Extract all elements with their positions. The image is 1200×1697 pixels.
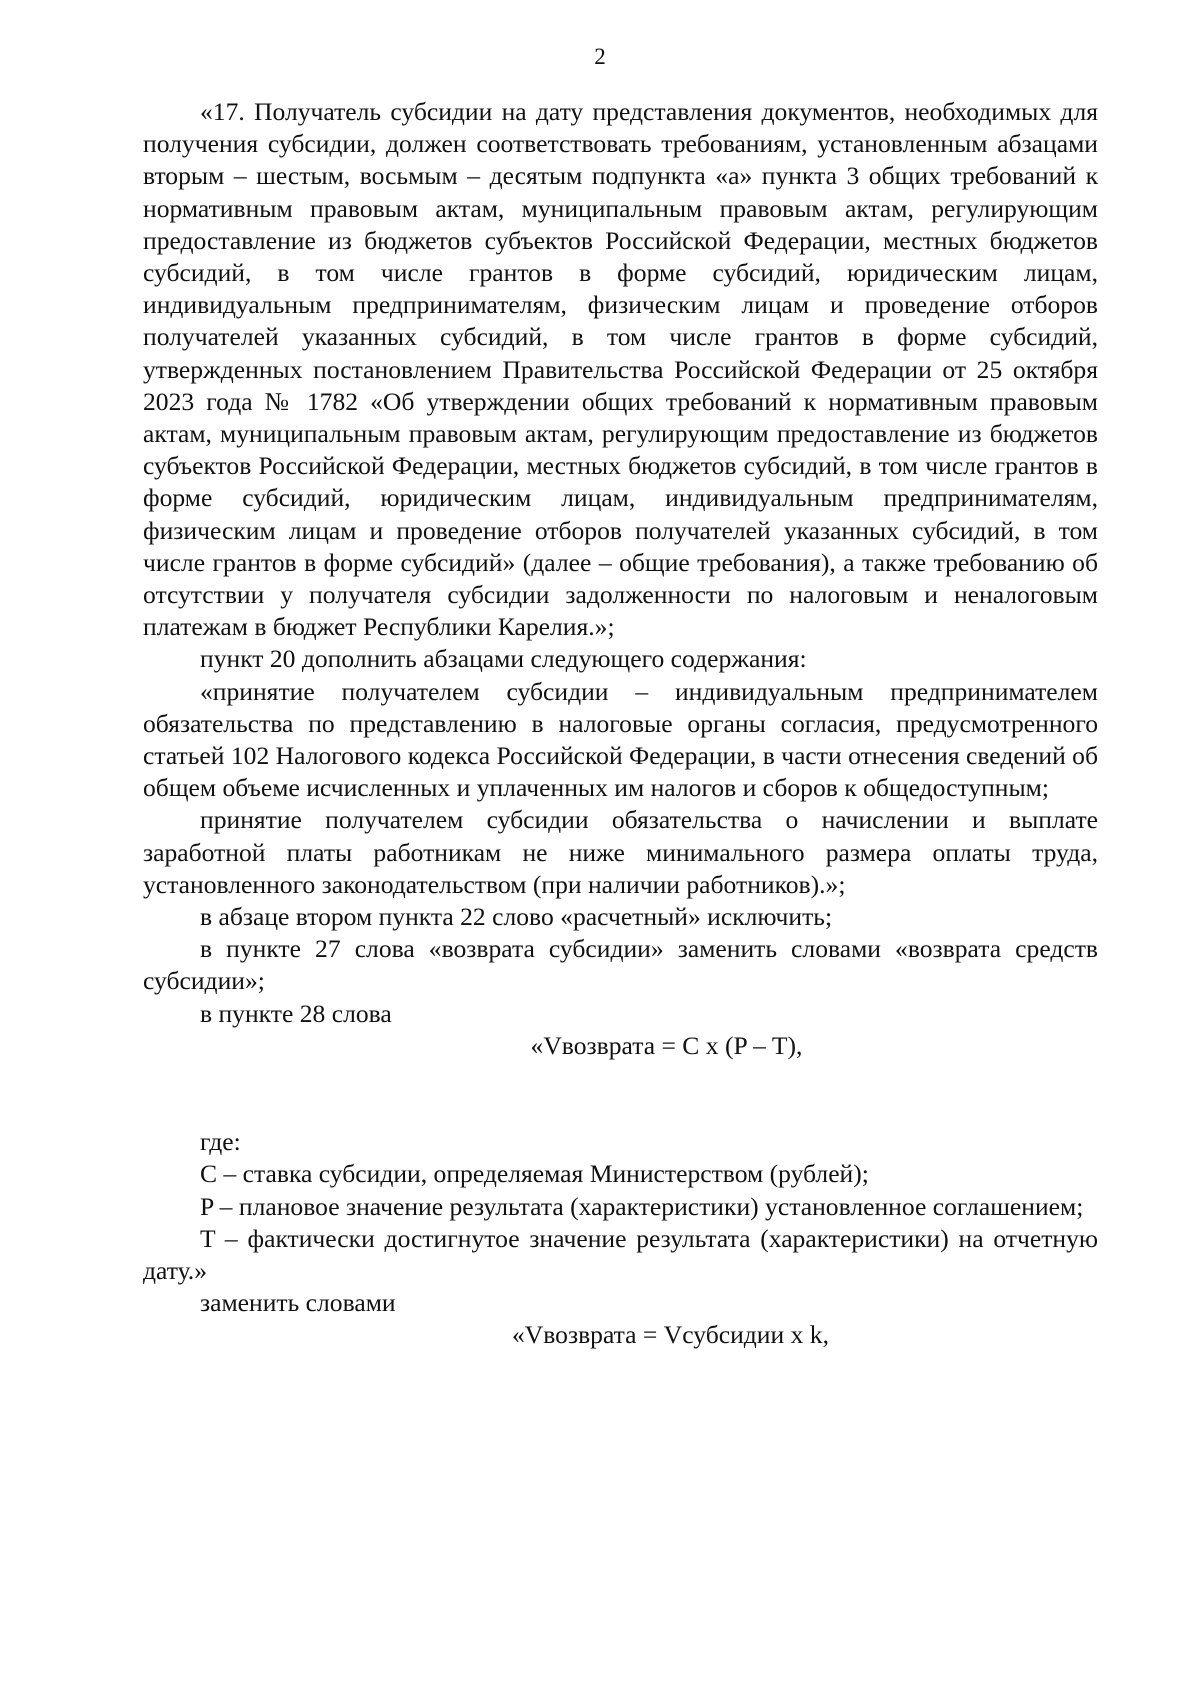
- paragraph-point-27: в пункте 27 слова «возврата субсидии» заменить словами «возврата средств субсидии»;: [143, 934, 1098, 996]
- definition-p: P – плановое значение результата (характеристики) установленное соглашением;: [200, 1191, 1084, 1221]
- formula-new: «Vвозврата = Vсубсидии x k,: [511, 1320, 829, 1350]
- paragraph-point-20: пункт 20 дополнить абзацами следующего содержания:: [200, 644, 807, 674]
- formula-spacer: [143, 1062, 1098, 1126]
- formula-old: «Vвозврата = C x (P – T),: [530, 1030, 803, 1060]
- paragraph-ip-obligation: «принятие получателем субсидии – индивидуальным предпринимателем обязательства по представлению в налоговые органы согласия, предусмотренного статьей 102 Налогового кодекса Российской Федерации, в части отнесения сведений об общем объеме исчисленных и уплаченных им налогов и сборов к общедоступным;: [143, 676, 1099, 803]
- definition-where: где:: [200, 1127, 241, 1157]
- paragraph-17: «17. Получатель субсидии на дату представления документов, необходимых для получения субсидии, должен соответствовать требованиям, установленным абзацами вторым – шестым, восьмым – десятым подпункта «а» пункта 3 общих требований к нормативным правовым актам, муниципальным правовым актам, регулирующим предоставление из бюджетов субъектов Российской Федерации, местных бюджетов субсидий, в том числе грантов в форме субсидий, юридическим лицам, индивидуальным предпринимателям, физическим лицам и проведение отборов получателей указанных субсидий, в том числе грантов в форме субсидий, утвержденных постановлением Правительства Российской Федерации от 25 октября 2023 года № 1782 «Об утверждении общих требований к нормативным правовым актам, муниципальным правовым актам, регулирующим предоставление из бюджетов субъектов Российской Федерации, местных бюджетов субсидий, в том числе грантов в форме субсидий, юридическим лицам, индивидуальным предпринимателям, физическим лицам и проведение отборов получателей указанных субсидий, в том числе грантов в форме субсидий» (далее – общие требования), а также требованию об отсутствии у получателя субсидии задолженности по налоговым и неналоговым платежам в бюджет Республики Карелия.»;: [143, 97, 1098, 642]
- document-body: [143, 96, 1098, 1352]
- replace-with: заменить словами: [200, 1288, 396, 1318]
- paragraph-point-28: в пункте 28 слова: [200, 998, 392, 1028]
- definition-c: C – ставка субсидии, определяемая Министерством (рублей);: [200, 1159, 869, 1189]
- paragraph-point-22: в абзаце втором пункта 22 слово «расчетный» исключить;: [200, 902, 833, 932]
- paragraph-salary-obligation: принятие получателем субсидии обязательства о начислении и выплате заработной платы работникам не ниже минимального размера оплаты труда, установленного законодательством (при наличии работников).»;: [143, 805, 1098, 899]
- definition-t: T – фактически достигнутое значение результата (характеристики) на отчетную дату.»: [143, 1223, 1098, 1285]
- page-number: 2: [594, 44, 606, 69]
